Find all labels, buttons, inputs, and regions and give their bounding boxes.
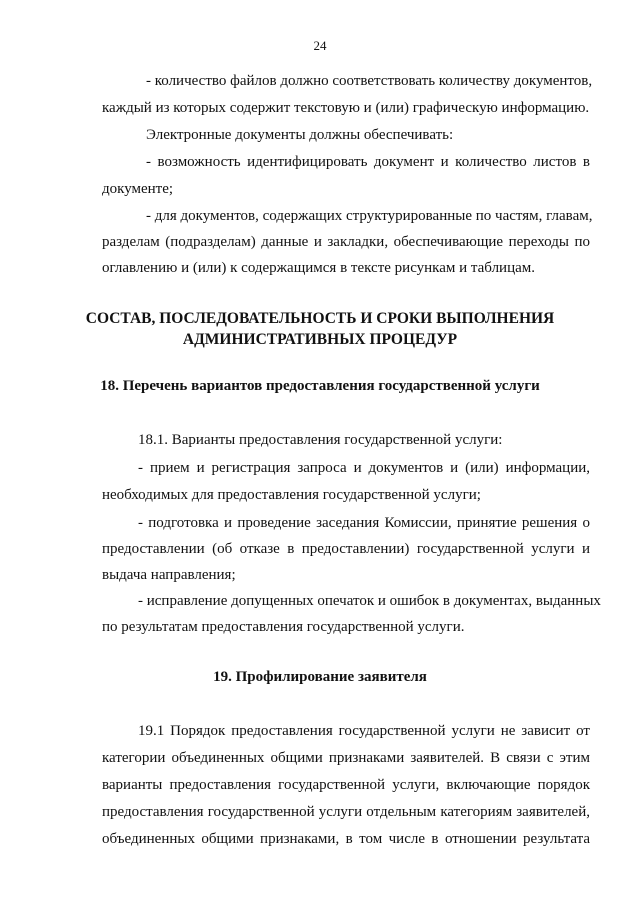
text-line: предоставления государственной услуги отдельным категориям заявителей,	[102, 804, 590, 820]
text-line: - прием и регистрация запроса и документов и (или) информации,	[138, 460, 590, 476]
text-line: 19.1 Порядок предоставления государственной услуги не зависит от	[138, 723, 590, 739]
text-line: - возможность идентифицировать документ и количество листов в	[146, 154, 590, 170]
section-heading-line2: АДМИНИСТРАТИВНЫХ ПРОЦЕДУР	[182, 331, 458, 348]
page-number: 24	[313, 38, 327, 53]
text-line: разделам (подразделам) данные и закладки, обеспечивающие переходы по	[102, 234, 590, 250]
text-line: объединенных общими признаками, в том числе в отношении результата	[102, 831, 590, 847]
text-line: документе;	[102, 181, 174, 197]
text-line: оглавлению и (или) к содержащимся в тексте рисункам и таблицам.	[102, 260, 536, 276]
text-line: предоставлении (об отказе в предоставлении) государственной услуги и	[102, 541, 590, 557]
text-line: варианты предоставления государственной услуги, включающие порядок	[102, 777, 590, 793]
subsection-19-title: 19. Профилирование заявителя	[213, 669, 427, 685]
text-line: категории объединенных общими признаками заявителей. В связи с этим	[102, 750, 590, 766]
text-line: каждый из которых содержит текстовую и (или) графическую информацию.	[102, 100, 590, 116]
text-line: Электронные документы должны обеспечивать:	[146, 127, 454, 143]
subsection-18-title: 18. Перечень вариантов предоставления государственной услуги	[100, 378, 540, 394]
section-heading-line1: СОСТАВ, ПОСЛЕДОВАТЕЛЬНОСТЬ И СРОКИ ВЫПОЛНЕНИЯ	[85, 310, 555, 327]
text-line: 18.1. Варианты предоставления государственной услуги:	[138, 432, 503, 448]
text-line: - исправление допущенных опечаток и ошибок в документах, выданных	[138, 593, 601, 609]
text-line: - для документов, содержащих структурированные по частям, главам,	[146, 208, 593, 224]
text-line: - подготовка и проведение заседания Комиссии, принятие решения о	[138, 515, 590, 531]
text-line: по результатам предоставления государственной услуги.	[102, 619, 465, 635]
text-line: выдача направления;	[102, 567, 236, 583]
text-line: - количество файлов должно соответствовать количеству документов,	[146, 73, 593, 89]
text-line: необходимых для предоставления государственной услуги;	[102, 487, 481, 503]
